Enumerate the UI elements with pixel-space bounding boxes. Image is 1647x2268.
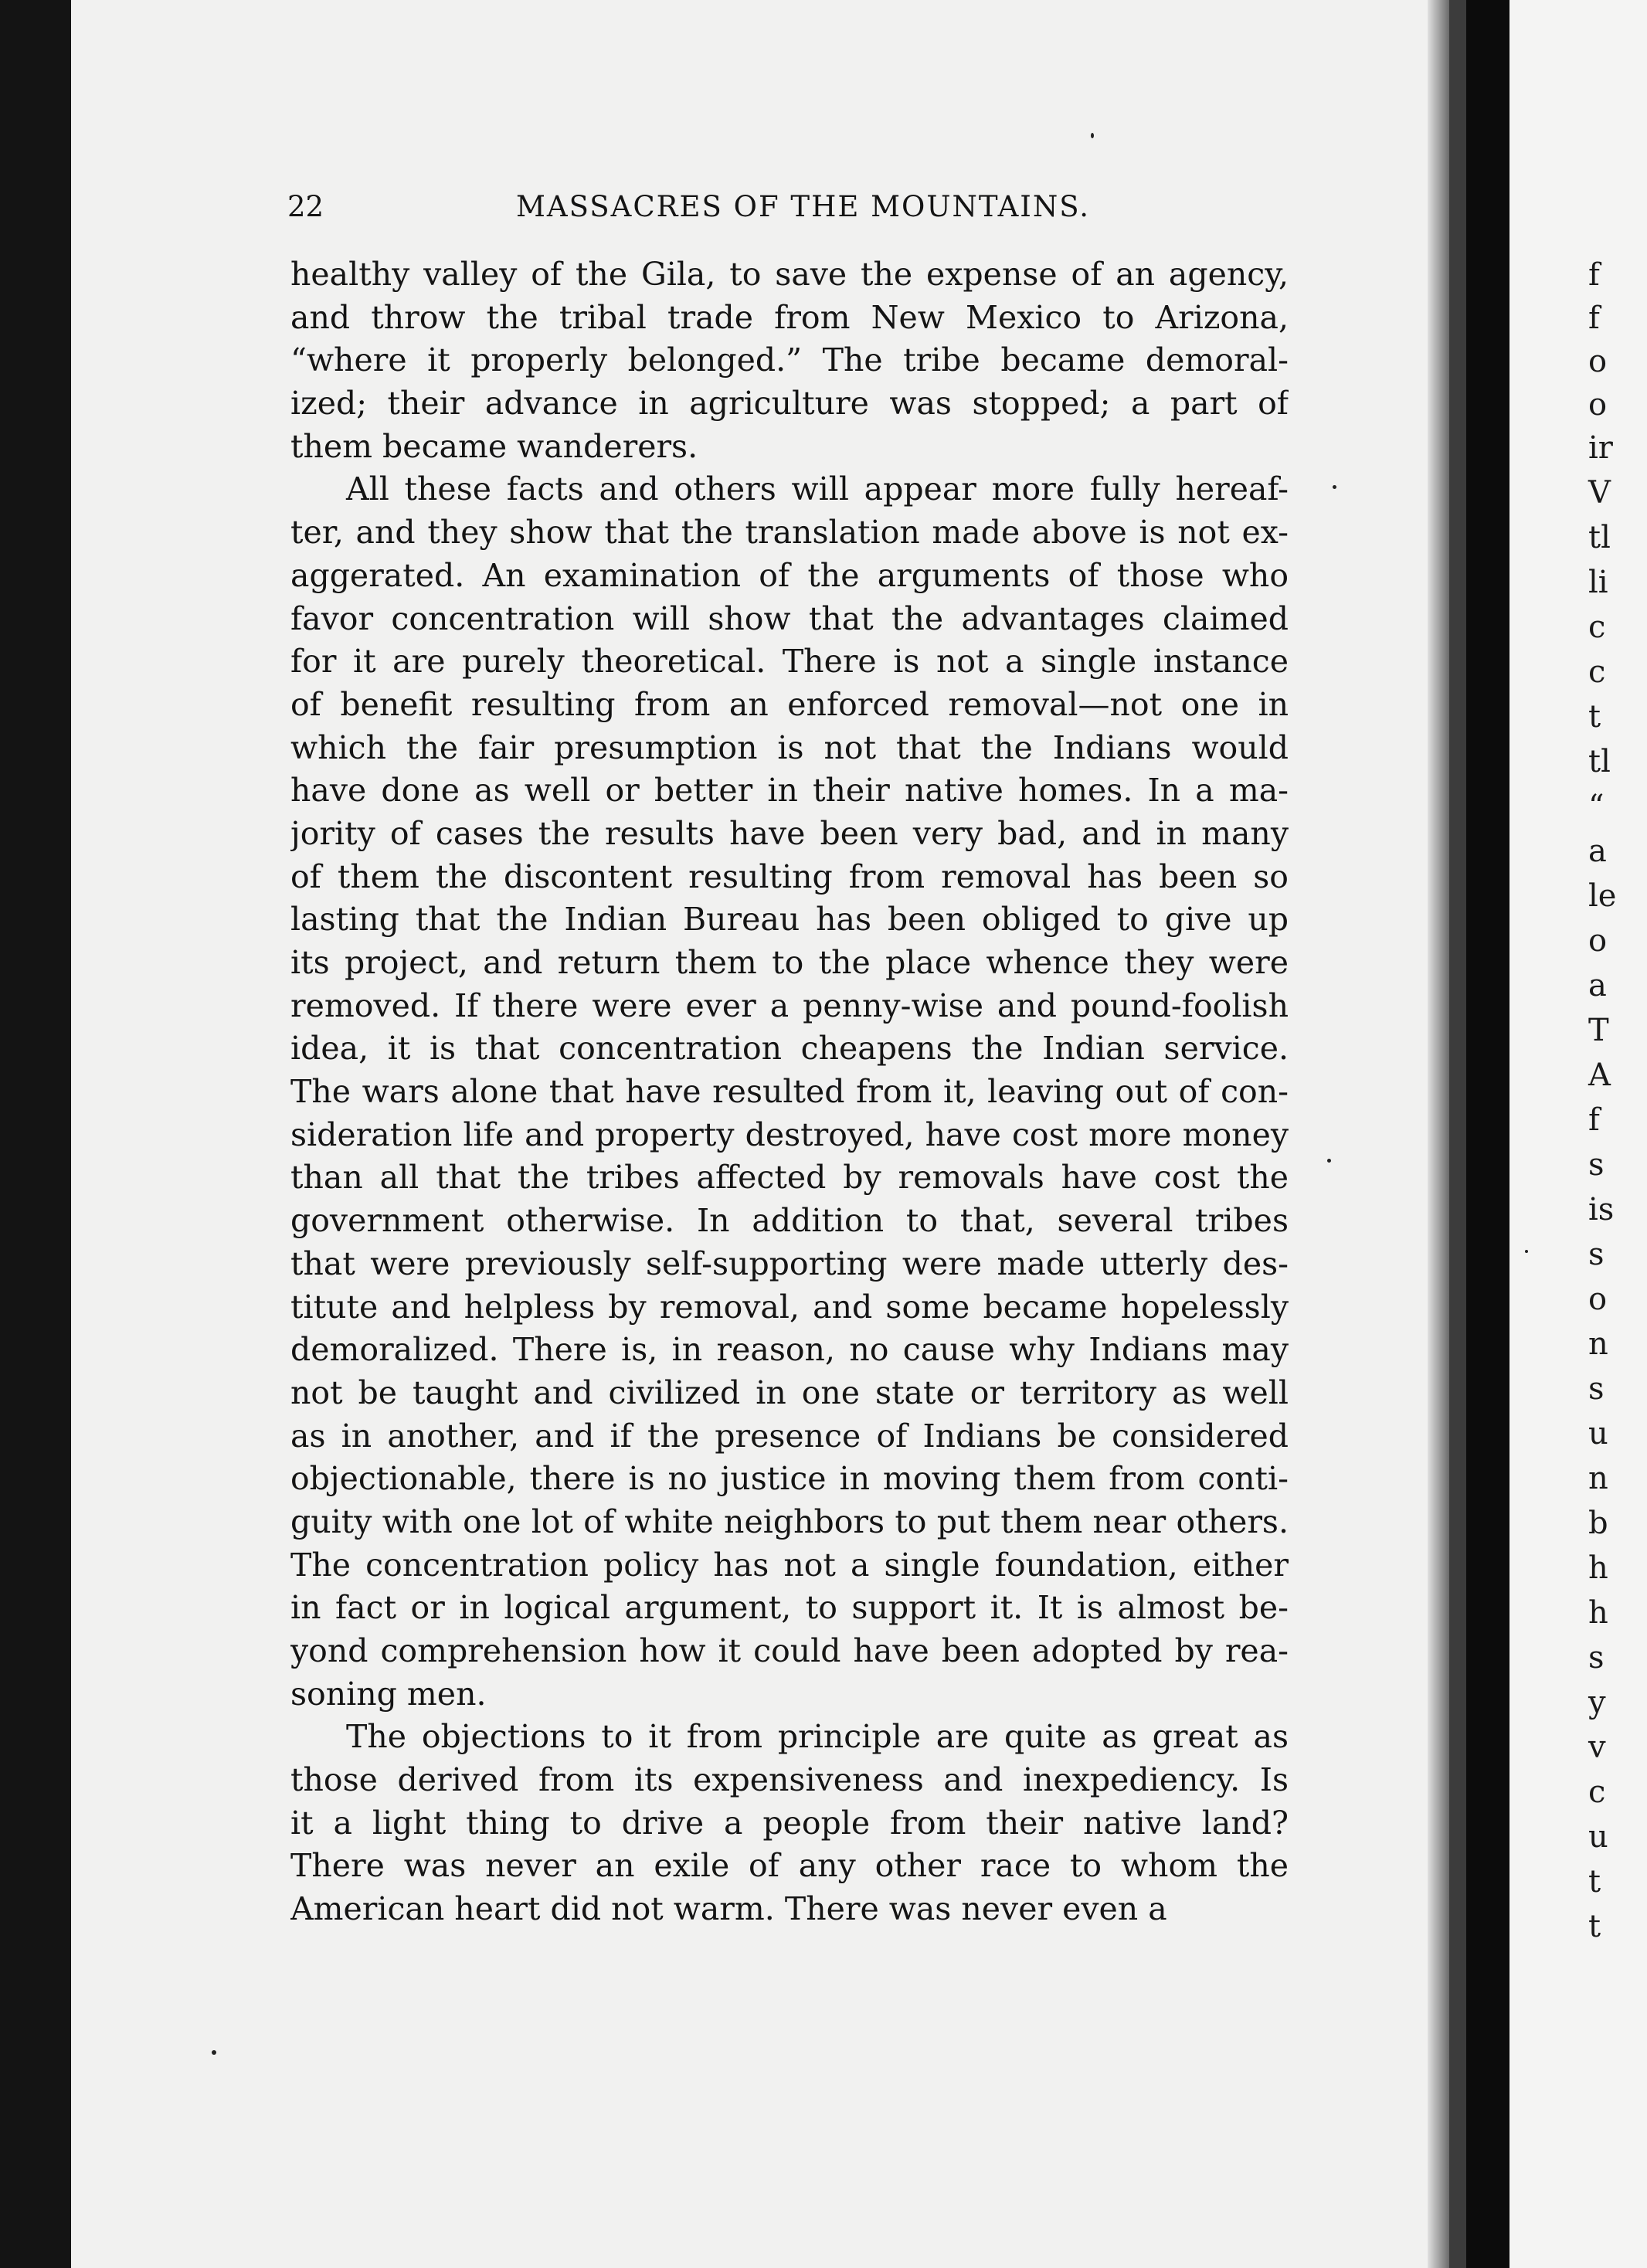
text-line: that were previously self-supporting were made utterly des- — [290, 1244, 1289, 1282]
text-line: have done as well or better in their native homes. In a ma- — [290, 772, 1289, 810]
facing-page-letter: tl — [1588, 520, 1611, 555]
text-line: The wars alone that have resulted from it, leaving out of con- — [290, 1073, 1289, 1111]
text-line: its project, and return them to the place whence they were — [290, 944, 1289, 981]
text-line: as in another, and if the presence of Indians be considered — [290, 1417, 1289, 1455]
text-line: sideration life and property destroyed, have cost more money — [290, 1115, 1289, 1153]
text-line: lasting that the Indian Bureau has been obliged to give up — [290, 901, 1289, 939]
facing-page-letter: V — [1588, 475, 1611, 511]
text-line: for it are purely theoretical. There is not a single instance — [290, 643, 1289, 681]
facing-page-letter: tl — [1588, 744, 1611, 779]
scan-speck — [1327, 1159, 1331, 1163]
facing-page-letter: s — [1588, 1640, 1605, 1676]
facing-page-letter: b — [1588, 1506, 1608, 1541]
facing-page-letter: u — [1588, 1819, 1608, 1855]
facing-page-letter: is — [1588, 1192, 1615, 1227]
facing-page-letter: h — [1588, 1550, 1608, 1586]
facing-page-letter: o — [1588, 344, 1608, 379]
text-line: removed. If there were ever a penny-wise and pound-foolish — [290, 986, 1289, 1024]
facing-page-letter: c — [1588, 1774, 1606, 1810]
text-line: There was never an exile of any other race to whom the — [290, 1847, 1289, 1885]
facing-page-letter: s — [1588, 1237, 1605, 1272]
facing-page-letter: f — [1588, 300, 1600, 336]
text-line: of them the discontent resulting from removal has been so — [290, 857, 1289, 895]
facing-page-letter: o — [1588, 1282, 1608, 1317]
text-line: The objections to it from principle are quite as great as — [346, 1718, 1289, 1756]
text-line: than all that the tribes affected by removals have cost the — [290, 1159, 1289, 1197]
text-line: which the fair presumption is not that the Indians would — [290, 728, 1289, 766]
page-edge-shadow — [1428, 0, 1449, 2268]
facing-page-letter: o — [1588, 923, 1608, 959]
text-line: it a light thing to drive a people from their native land? — [290, 1804, 1289, 1842]
facing-page-letter: a — [1588, 968, 1607, 1003]
facing-page-letter: t — [1588, 699, 1601, 735]
facing-page-letter: n — [1588, 1461, 1608, 1496]
text-line: All these facts and others will appear more fully hereaf- — [346, 470, 1289, 508]
text-line: and throw the tribal trade from New Mexico to Arizona, — [290, 298, 1289, 336]
scan-speck — [1091, 133, 1094, 138]
running-title: MASSACRES OF THE MOUNTAINS. — [516, 190, 1091, 223]
facing-page-letter: y — [1588, 1685, 1606, 1720]
facing-page-letter: T — [1588, 1013, 1609, 1048]
text-line: them became wanderers. — [290, 427, 698, 465]
text-line: favor concentration will show that the advantages claimed — [290, 599, 1289, 637]
facing-page-letter: t — [1588, 1864, 1601, 1900]
facing-page-letter: A — [1588, 1058, 1611, 1093]
text-line: demoralized. There is, in reason, no cause why Indians may — [290, 1331, 1289, 1369]
book-spine — [1466, 0, 1509, 2268]
text-line: government otherwise. In addition to that, several tribes — [290, 1202, 1289, 1240]
facing-page-letter: li — [1588, 565, 1608, 600]
text-line: of benefit resulting from an enforced removal—not one in — [290, 685, 1289, 723]
scan-left-border — [0, 0, 71, 2268]
text-line: healthy valley of the Gila, to save the expense of an agency, — [290, 256, 1289, 293]
text-line: ized; their advance in agriculture was stopped; a part of — [290, 385, 1289, 423]
text-line: not be taught and civilized in one state or territory as well — [290, 1373, 1289, 1411]
facing-page-letter: n — [1588, 1326, 1608, 1362]
facing-page-letter: v — [1588, 1730, 1606, 1765]
text-line: soning men. — [290, 1675, 487, 1713]
facing-page-letter: s — [1588, 1147, 1605, 1183]
facing-page-edge — [1509, 0, 1647, 2268]
text-line: idea, it is that concentration cheapens the Indian service. — [290, 1030, 1289, 1068]
facing-page-letter: o — [1588, 387, 1608, 423]
scan-speck — [1333, 485, 1336, 489]
body-text — [290, 253, 1289, 1931]
facing-page-letter: le — [1588, 878, 1617, 914]
text-line: The concentration policy has not a single foundation, either — [290, 1546, 1289, 1584]
text-line: in fact or in logical argument, to support it. It is almost be- — [290, 1589, 1289, 1627]
facing-page-letter: f — [1588, 1102, 1600, 1138]
text-line: titute and helpless by removal, and some became hopelessly — [290, 1288, 1289, 1326]
facing-page-letter: u — [1588, 1416, 1608, 1451]
facing-page-letter: ir — [1588, 430, 1613, 466]
text-line: aggerated. An examination of the arguments of those who — [290, 556, 1289, 594]
scan-speck — [1525, 1250, 1528, 1253]
running-head — [287, 187, 1091, 227]
page-number: 22 — [287, 190, 324, 223]
text-line: guity with one lot of white neighbors to put them near others. — [290, 1502, 1289, 1540]
text-line: American heart did not warm. There was never even a — [290, 1890, 1167, 1928]
scan-speck — [212, 2050, 216, 2055]
text-line: objectionable, there is no justice in moving them from conti- — [290, 1460, 1289, 1498]
facing-page-letter: s — [1588, 1371, 1605, 1407]
facing-page-letter: t — [1588, 1909, 1601, 1944]
facing-page-letter: c — [1588, 609, 1606, 645]
facing-page-letter: c — [1588, 654, 1606, 690]
facing-page-letter: a — [1588, 834, 1607, 869]
text-line: yond comprehension how it could have been adopted by rea- — [290, 1632, 1289, 1669]
facing-page-letter: “ — [1588, 789, 1605, 824]
facing-page-letter: h — [1588, 1595, 1608, 1631]
text-line: jority of cases the results have been very bad, and in many — [290, 814, 1289, 852]
text-line: ter, and they show that the translation made above is not ex- — [290, 514, 1289, 552]
text-line: “where it properly belonged.” The tribe became demoral- — [290, 341, 1289, 379]
book-gutter — [1449, 0, 1466, 2268]
text-line: those derived from its expensiveness and inexpediency. Is — [290, 1761, 1289, 1799]
facing-page-letter: f — [1588, 257, 1600, 293]
